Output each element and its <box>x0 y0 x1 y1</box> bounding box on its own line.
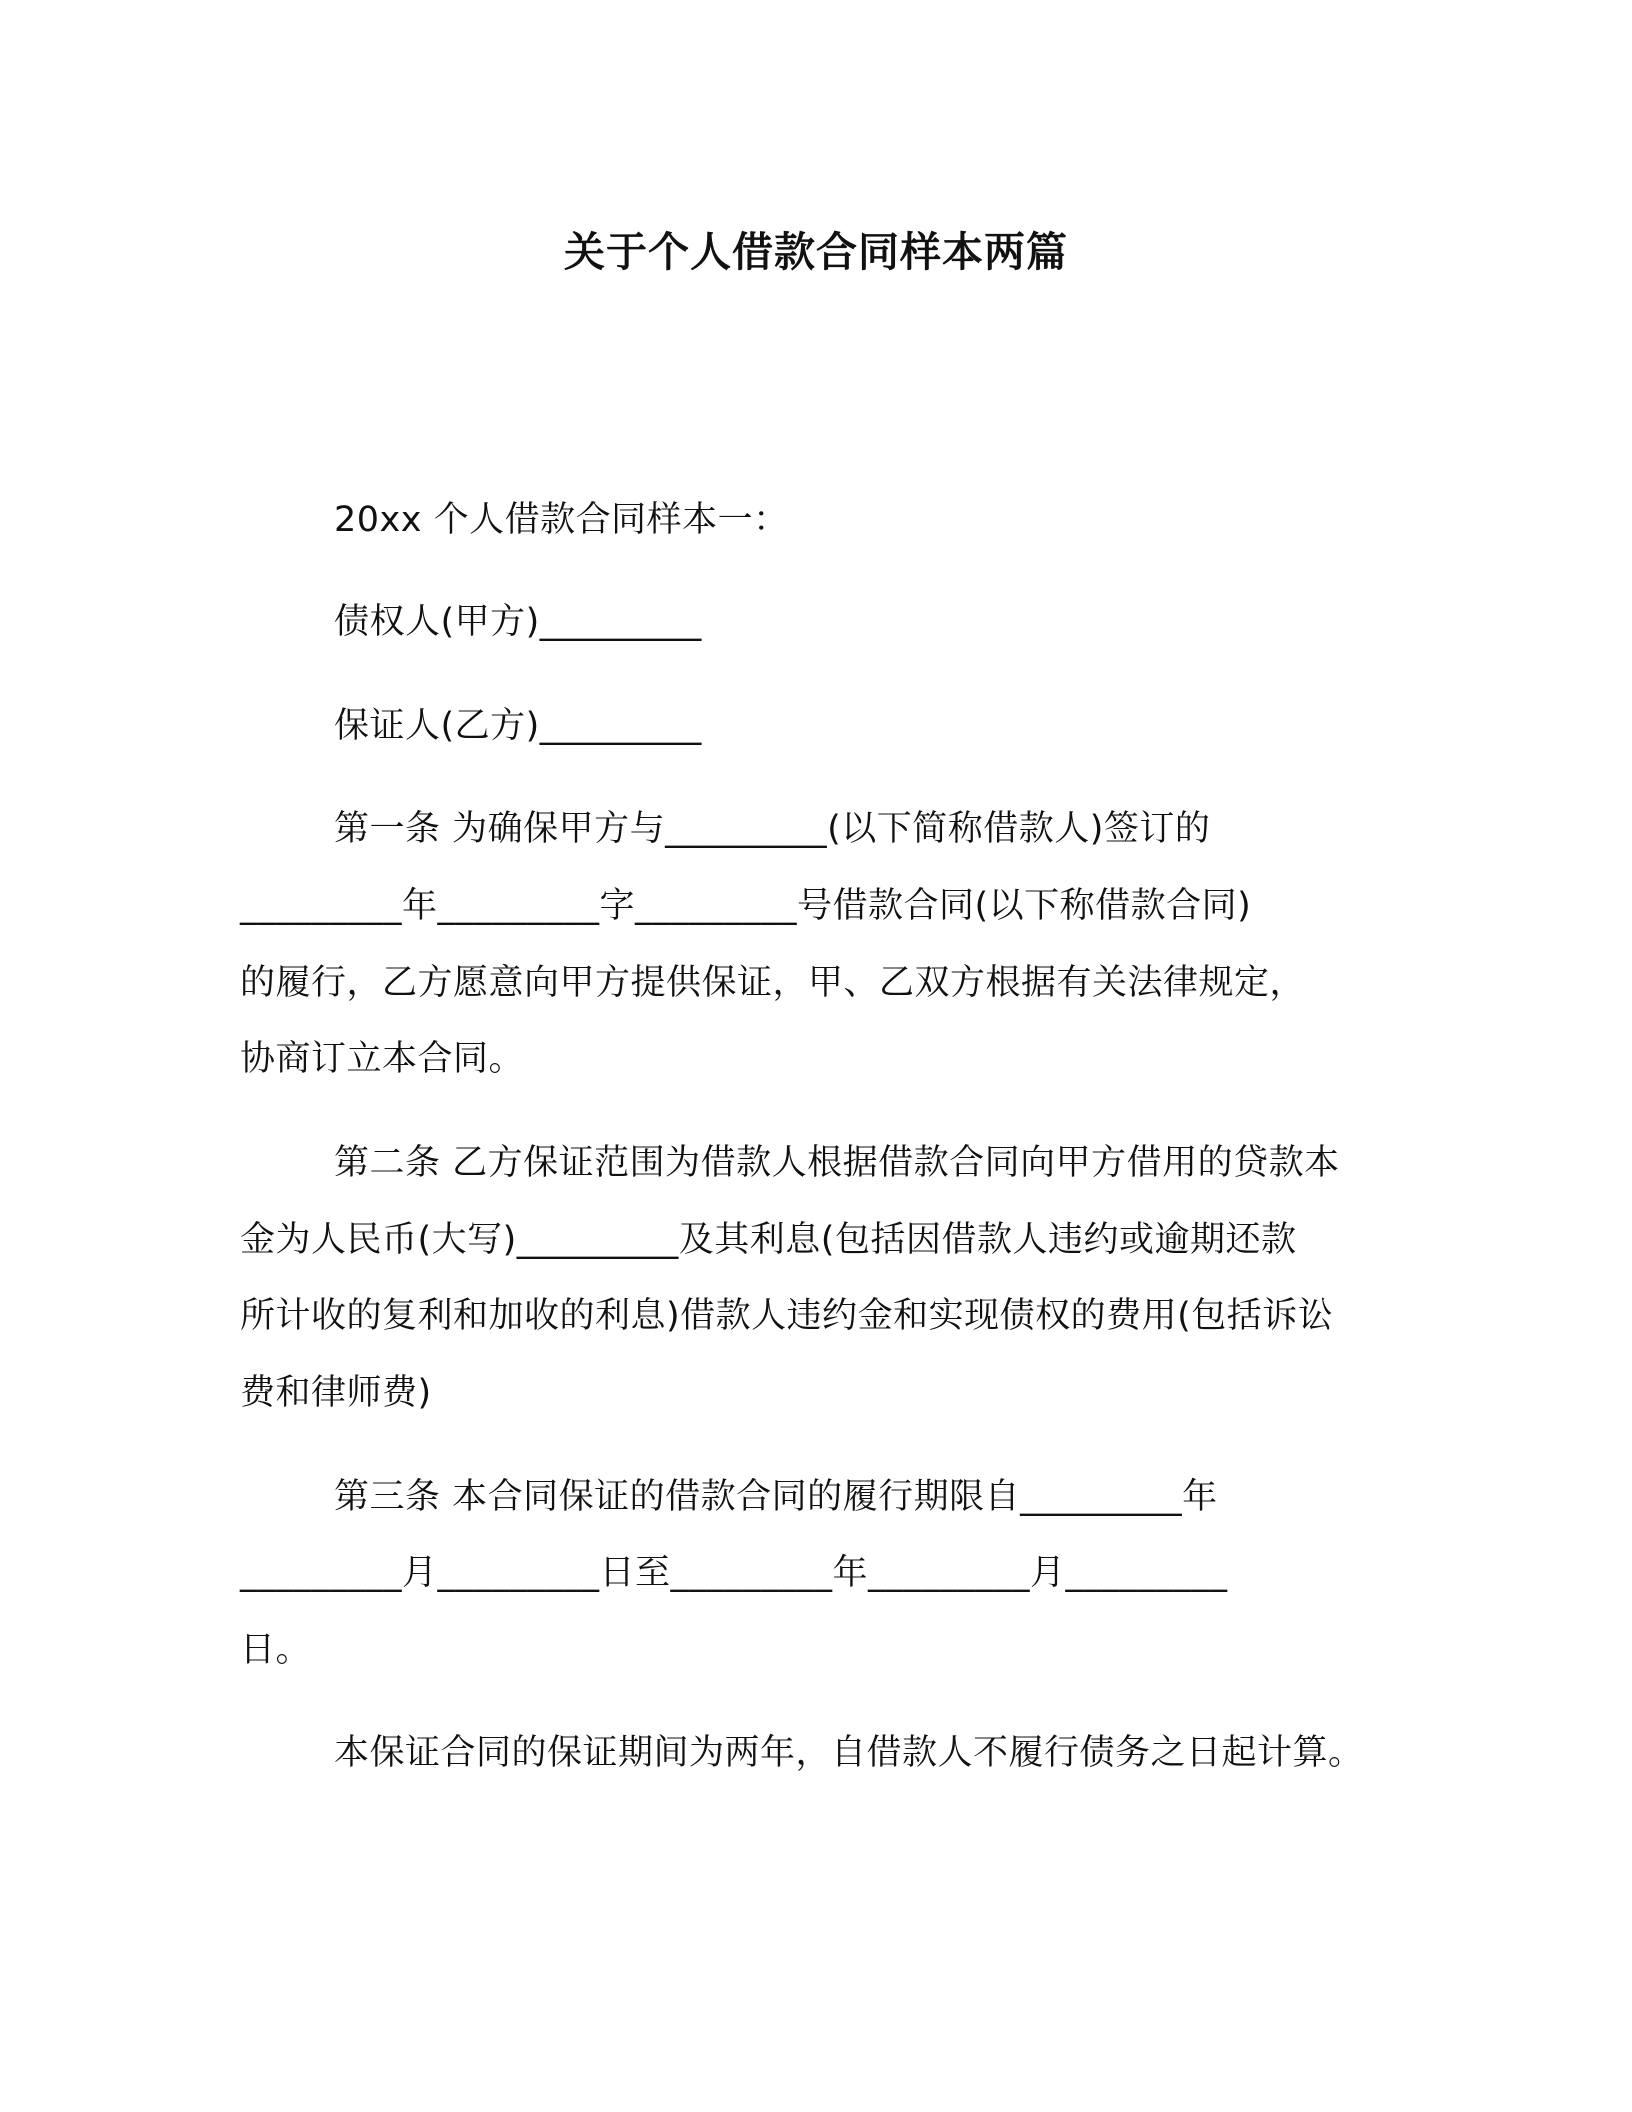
article-3-line-3: 日。 <box>240 1630 312 1670</box>
article-2-line-1: 第二条 乙方保证范围为借款人根据借款合同向甲方借用的贷款本 <box>334 1143 1340 1183</box>
guarantee-period-line: 本保证合同的保证期间为两年，自借款人不履行债务之日起计算。 <box>334 1733 1364 1773</box>
guarantor-line: 保证人(乙方)_________ <box>334 706 702 746</box>
sample-heading: 20xx 个人借款合同样本一： <box>334 500 789 540</box>
article-3-line-2: _________月_________日至_________年_________月_________ <box>240 1553 1228 1593</box>
article-1-line-3: 的履行，乙方愿意向甲方提供保证，甲、乙双方根据有关法律规定， <box>240 963 1306 1003</box>
article-1-line-2: _________年_________字_________号借款合同(以下称借款合同) <box>240 886 1252 926</box>
article-1-line-1: 第一条 为确保甲方与_________(以下简称借款人)签订的 <box>334 809 1211 849</box>
article-2-line-3: 所计收的复利和加收的利息)借款人违约金和实现债权的费用(包括诉讼 <box>240 1296 1334 1336</box>
creditor-line: 债权人(甲方)_________ <box>334 602 702 642</box>
article-2-line-2: 金为人民币(大写)_________及其利息(包括因借款人违约或逾期还款 <box>240 1220 1297 1260</box>
article-1-line-4: 协商订立本合同。 <box>240 1039 525 1079</box>
article-2-line-4: 费和律师费) <box>240 1373 432 1413</box>
document-title: 关于个人借款合同样本两篇 <box>564 228 1068 276</box>
article-3-line-1: 第三条 本合同保证的借款合同的履行期限自_________年 <box>334 1477 1218 1517</box>
